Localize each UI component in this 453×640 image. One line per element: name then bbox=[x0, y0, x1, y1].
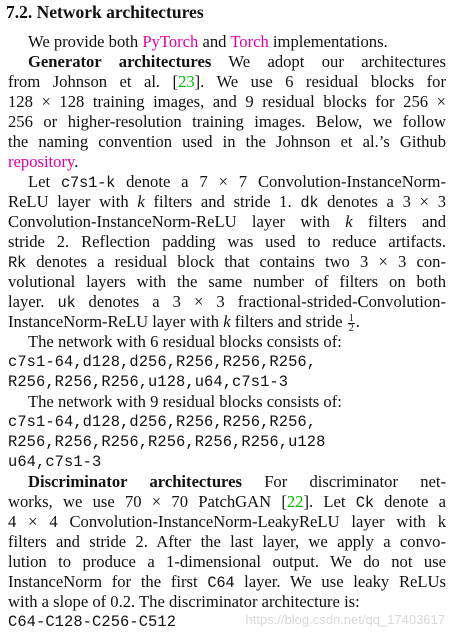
text: InstanceNorm for the first bbox=[8, 572, 208, 591]
text: filters and bbox=[352, 212, 447, 231]
let-line-3 bbox=[8, 212, 446, 232]
torch-link[interactable]: Torch bbox=[230, 32, 269, 51]
text: and bbox=[198, 32, 231, 51]
math-k: k bbox=[345, 212, 353, 231]
citation-22[interactable]: 22 bbox=[286, 492, 304, 511]
citation-23[interactable]: 23 bbox=[178, 72, 195, 91]
discriminator-line-2 bbox=[8, 492, 446, 512]
text: denotes a residual block that contains two 3 × 3 con- bbox=[26, 252, 446, 271]
discriminator-line-5: lution to produce a 1-dimensional output. We do not use bbox=[8, 552, 446, 571]
generator-line-2 bbox=[8, 72, 446, 92]
text: ]. We use 6 residual blocks for bbox=[194, 72, 446, 91]
discriminator-architecture-code: C64-C128-C256-C512 bbox=[8, 613, 177, 631]
watermark: https://blog.csdn.net/qq_17403617 bbox=[245, 612, 445, 627]
nine-blocks-code-1: c7s1-64,d128,d256,R256,R256,R256, bbox=[8, 413, 317, 431]
text: denote a bbox=[373, 492, 446, 511]
text: Convolution-InstanceNorm-ReLU layer with bbox=[8, 212, 346, 231]
generator-line-6 bbox=[8, 152, 446, 172]
text: denotes a 3 × 3 bbox=[318, 192, 447, 211]
let-line-8 bbox=[8, 312, 446, 332]
discriminator-line-4: filters and stride 2. After the last layer, we apply a convo- bbox=[8, 532, 446, 551]
let-line-4: stride 2. Reflection padding was used to reduce artifacts. bbox=[8, 232, 446, 251]
discriminator-heading: Discriminator architectures bbox=[28, 472, 242, 491]
generator-line-5: the naming convention used in the Johnson et al.’s Github bbox=[8, 132, 446, 151]
discriminator-line-3: 4 × 4 Convolution-InstanceNorm-LeakyReLU layer with k bbox=[8, 512, 446, 531]
six-blocks-intro: The network with 6 residual blocks consists of: bbox=[28, 332, 342, 351]
repository-link[interactable]: repository bbox=[8, 152, 75, 171]
fraction-denominator: 2 bbox=[348, 322, 354, 334]
text: InstanceNorm-ReLU layer with bbox=[8, 312, 224, 331]
generator-line-3: 128 × 128 training images, and 9 residual blocks for 256 × bbox=[8, 92, 446, 111]
code-uk: uk bbox=[57, 294, 76, 312]
code-ck: Ck bbox=[355, 494, 374, 512]
let-line-5 bbox=[8, 252, 446, 272]
let-line-1 bbox=[28, 172, 446, 192]
let-line-2 bbox=[8, 192, 446, 212]
discriminator-line-7: with a slope of 0.2. The discriminator architecture is: bbox=[8, 592, 360, 611]
let-line-7 bbox=[8, 292, 446, 312]
generator-line-1 bbox=[28, 52, 446, 72]
text: filters and stride bbox=[230, 312, 347, 331]
text: from Johnson et al. [ bbox=[8, 72, 179, 91]
pytorch-link[interactable]: PyTorch bbox=[142, 32, 199, 51]
text: implementations. bbox=[268, 32, 388, 51]
text: Let bbox=[28, 172, 61, 191]
generator-heading: Generator architectures bbox=[28, 52, 212, 71]
math-k: k bbox=[223, 312, 231, 331]
text: layer. We use leaky ReLUs bbox=[234, 572, 446, 591]
nine-blocks-code-2: R256,R256,R256,R256,R256,R256,u128 bbox=[8, 433, 326, 451]
code-dk: dk bbox=[300, 194, 319, 212]
code-c7s1-k: c7s1-k bbox=[60, 174, 116, 192]
text: works, we use 70 × 70 PatchGAN [ bbox=[8, 492, 287, 511]
text: . bbox=[74, 152, 79, 171]
discriminator-line-6 bbox=[8, 572, 446, 592]
code-rk: Rk bbox=[8, 254, 27, 272]
text: layer. bbox=[8, 292, 58, 311]
let-line-6: volutional layers with the same number of filters on both bbox=[8, 272, 446, 291]
six-blocks-code-1: c7s1-64,d128,d256,R256,R256,R256, bbox=[8, 353, 317, 371]
code-c64: C64 bbox=[207, 574, 235, 592]
fraction-numerator: 1 bbox=[348, 312, 354, 324]
text: ]. Let bbox=[303, 492, 356, 511]
text: denote a 7 × 7 Convolution-InstanceNorm- bbox=[115, 172, 446, 191]
text: ReLU layer with bbox=[8, 192, 138, 211]
implementations-line bbox=[28, 32, 446, 52]
nine-blocks-code-3: u64,c7s1-3 bbox=[8, 453, 102, 471]
text: . bbox=[355, 312, 360, 331]
text: denotes a 3 × 3 fractional-strided-Convolution- bbox=[75, 292, 447, 311]
fraction-one-half bbox=[348, 314, 355, 333]
math-k: k bbox=[137, 192, 145, 211]
text: We provide both bbox=[28, 32, 143, 51]
text: For discriminator net- bbox=[264, 472, 447, 491]
text: filters and stride 1. bbox=[144, 192, 301, 211]
six-blocks-code-2: R256,R256,R256,u128,u64,c7s1-3 bbox=[8, 373, 289, 391]
text: We adopt our architectures bbox=[228, 52, 446, 71]
generator-line-4: 256 or higher-resolution training images. Below, we follow bbox=[8, 112, 446, 131]
nine-blocks-intro: The network with 9 residual blocks consists of: bbox=[28, 392, 342, 411]
section-title: 7.2. Network architectures bbox=[6, 2, 204, 22]
discriminator-line-1 bbox=[28, 472, 446, 492]
